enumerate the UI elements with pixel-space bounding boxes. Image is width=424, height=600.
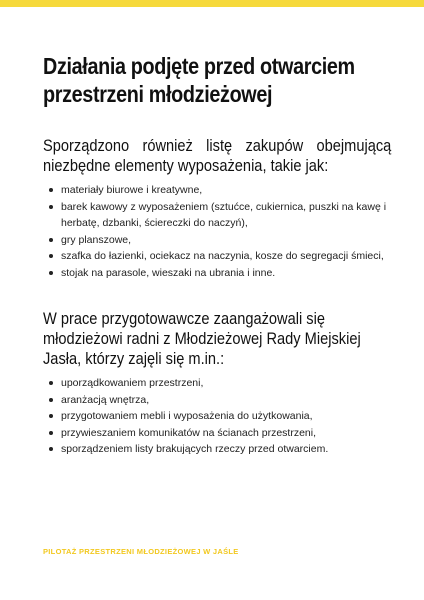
section1-lead: Sporządzono również listę zakupów obejmującą niezbędne elementy wyposażenia, takie jak: (43, 136, 392, 175)
footer-text: PILOTAŻ PRZESTRZENI MŁODZIEŻOWEJ W JAŚLE (43, 547, 239, 556)
list-item: stojak na parasole, wieszaki na ubrania i inne. (61, 265, 391, 282)
list-item: szafka do łazienki, ociekacz na naczynia, kosze do segregacji śmieci, (61, 248, 391, 265)
top-accent-bar (0, 0, 424, 7)
section1-list (43, 182, 391, 281)
page-title: Działania podjęte przed otwarciem przestrzeni młodzieżowej (43, 53, 355, 107)
document-page (43, 52, 391, 458)
list-item: przygotowaniem mebli i wyposażenia do użytkowania, (61, 408, 391, 425)
list-item: gry planszowe, (61, 232, 391, 249)
list-item: uporządkowaniem przestrzeni, (61, 375, 391, 392)
list-item: sporządzeniem listy brakujących rzeczy przed otwarciem. (61, 441, 391, 458)
list-item: aranżacją wnętrza, (61, 392, 391, 409)
list-item: przywieszaniem komunikatów na ścianach przestrzeni, (61, 425, 391, 442)
list-item: materiały biurowe i kreatywne, (61, 182, 391, 199)
section2-list (43, 375, 391, 458)
section2-lead: W prace przygotowawcze zaangażowali się młodzieżowi radni z Młodzieżowej Rady Miejskiej Jasła, którzy zajęli się m.in.: (43, 309, 361, 368)
list-item: barek kawowy z wyposażeniem (sztućce, cukiernica, puszki na kawę i herbatę, dzbanki, ściereczki do naczyń), (61, 199, 391, 232)
